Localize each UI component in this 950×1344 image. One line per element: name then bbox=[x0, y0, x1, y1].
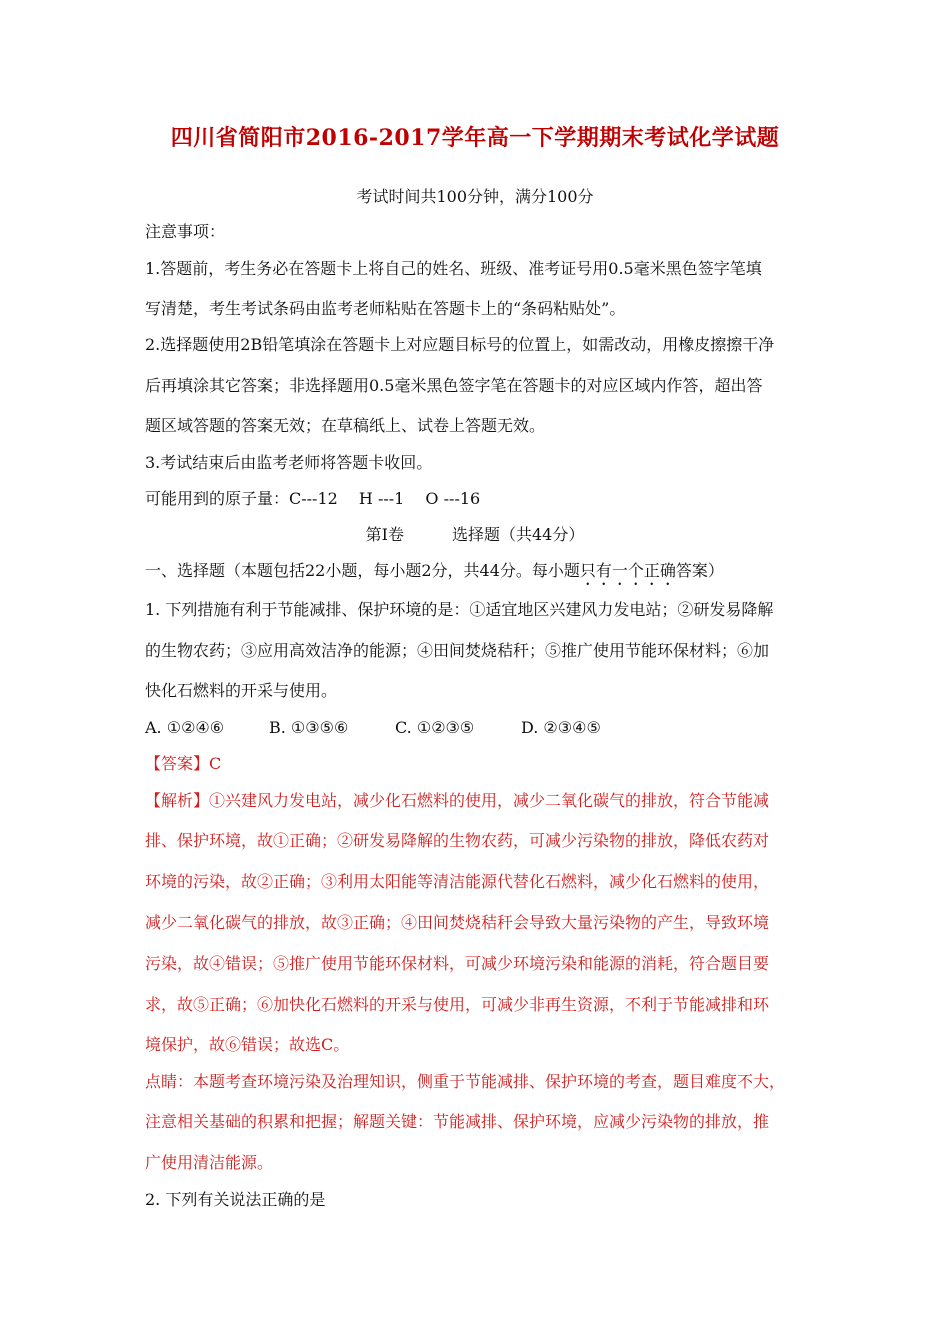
question-1-line-3: 快化石燃料的开采与使用。 bbox=[145, 681, 338, 700]
atomic-mass: 可能用到的原子量：C---12 H ---1 O ---16 bbox=[145, 489, 481, 508]
analysis-line-5: 污染，故④错误；⑤推广使用节能环保材料，可减少环境污染和能源的消耗，符合题目要 bbox=[145, 954, 770, 973]
notice-item-3: 3.考试结束后由监考老师将答题卡收回。 bbox=[145, 453, 433, 472]
answer-tag: 【答案】 bbox=[145, 754, 210, 773]
notice-item-1: 1.答题前，考生务必在答题卡上将自己的姓名、班级、准考证号用0.5毫米黑色签字笔填 bbox=[145, 259, 762, 278]
analysis-line-3: 环境的污染，故②正确；③利用太阳能等清洁能源代替化石燃料，减少化石燃料的使用， bbox=[145, 872, 770, 891]
analysis-line-1 bbox=[145, 791, 810, 811]
notice-heading: 注意事项： bbox=[145, 222, 226, 241]
analysis-line-2: 排、保护环境，故①正确；②研发易降解的生物农药，可减少污染物的排放，降低农药对 bbox=[145, 831, 770, 850]
notice-item-2-cont: 后再填涂其它答案；非选择题用0.5毫米黑色签字笔在答题卡的对应区域内作答，超出答 bbox=[145, 376, 763, 395]
notice-item-2-cont2: 题区域答题的答案无效；在草稿纸上、试卷上答题无效。 bbox=[145, 416, 546, 435]
question-1-line-1: 1. 下列措施有利于节能减排、保护环境的是：①适宜地区兴建风力发电站；②研发易降解 bbox=[145, 600, 774, 619]
section-heading bbox=[145, 561, 810, 589]
tip-line-3: 广使用清洁能源。 bbox=[145, 1153, 274, 1172]
section-heading-post: 答案） bbox=[675, 561, 724, 580]
question-2-line-1: 2. 下列有关说法正确的是 bbox=[145, 1190, 326, 1209]
option-b: B. ①③⑤⑥ bbox=[269, 718, 349, 737]
analysis-text-1: ①兴建风力发电站，减少化石燃料的使用，减少二氧化碳气的排放，符合节能减 bbox=[209, 791, 770, 810]
section-heading-pre: 一、选择题（本题包括22小题，每小题2分，共44分。每小题 bbox=[145, 561, 580, 580]
tip-line-1: 点睛：本题考查环境污染及治理知识，侧重于节能减排、保护环境的考查，题目难度不大， bbox=[145, 1072, 786, 1091]
answer-value: C bbox=[209, 754, 222, 773]
analysis-line-6: 求，故⑤正确；⑥加快化石燃料的开采与使用，可减少非再生资源，不利于节能减排和环 bbox=[145, 995, 770, 1014]
question-1-line-2: 的生物农药；③应用高效洁净的能源；④田间焚烧秸秆；⑤推广使用节能环保材料；⑥加 bbox=[145, 641, 770, 660]
analysis-line-4: 减少二氧化碳气的排放，故③正确；④田间焚烧秸秆会导致大量污染物的产生，导致环境 bbox=[145, 913, 770, 932]
notice-item-2: 2.选择题使用2B铅笔填涂在答题卡上对应题目标号的位置上，如需改动，用橡皮擦擦干净 bbox=[145, 335, 775, 354]
notice-item-1-cont: 写清楚，考生考试条码由监考老师粘贴在答题卡上的“条码粘贴处”。 bbox=[145, 299, 626, 318]
document-title: 四川省简阳市2016-2017学年高一下学期期末考试化学试题 bbox=[170, 125, 780, 151]
answer-line bbox=[145, 754, 810, 774]
tip-line-2: 注意相关基础的积累和把握；解题关键：节能减排、保护环境，应减少污染物的排放，推 bbox=[145, 1112, 770, 1131]
question-1-options bbox=[145, 718, 810, 738]
option-d: D. ②③④⑤ bbox=[521, 718, 601, 737]
analysis-tag: 【解析】 bbox=[145, 791, 210, 810]
exam-info: 考试时间共100分钟，满分100分 bbox=[356, 187, 594, 206]
section-label: 第Ⅰ卷 选择题（共44分） bbox=[365, 525, 585, 544]
option-a: A. ①②④⑥ bbox=[145, 718, 225, 737]
analysis-line-7: 境保护，故⑥错误；故选C。 bbox=[145, 1035, 350, 1054]
option-c: C. ①②③⑤ bbox=[395, 718, 475, 737]
section-heading-emphasis: 只有一个正确 bbox=[579, 561, 676, 580]
